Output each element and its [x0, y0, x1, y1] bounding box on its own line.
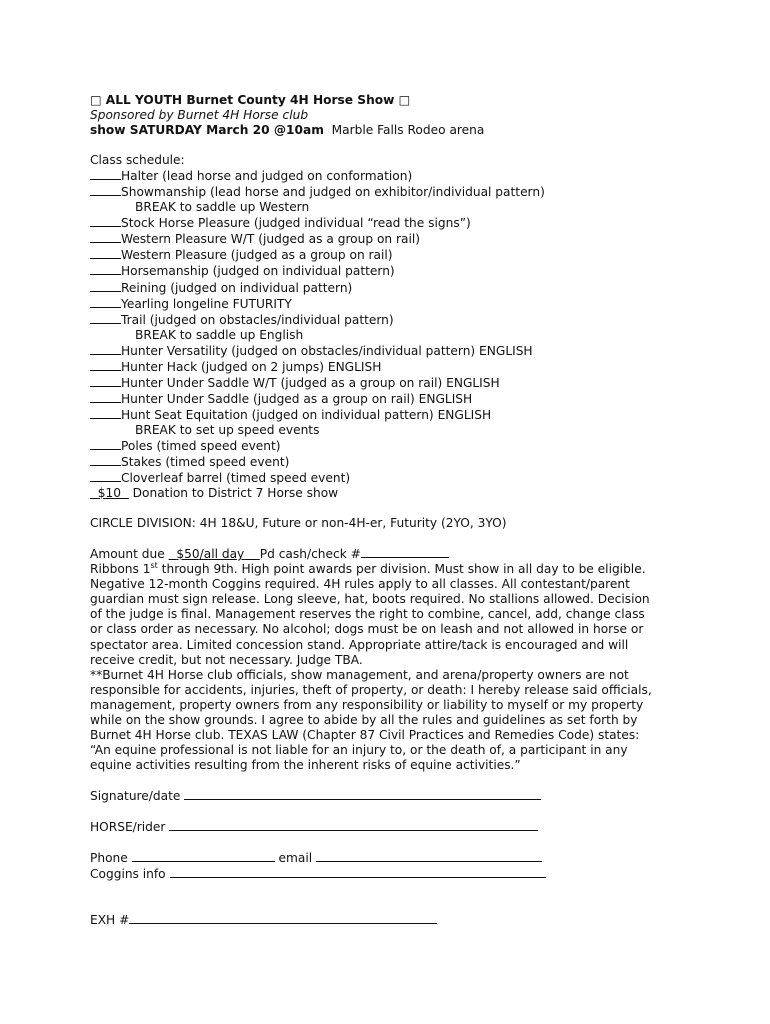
- entry-blank[interactable]: [90, 470, 121, 482]
- rules-text-line: management, property owners from any responsibility or liability to myself or my property: [90, 697, 644, 712]
- entry-blank[interactable]: [90, 343, 121, 355]
- show-location: Marble Falls Rodeo arena: [331, 123, 485, 138]
- rules-paragraph: [90, 577, 690, 773]
- donation-line: [90, 486, 690, 501]
- rules-text-line: guardian must sign release. Long sleeve, hat, boots required. No stallions allowed. Decision: [90, 592, 650, 607]
- class-label: Stock Horse Pleasure (judged individual “read the signs”): [121, 216, 471, 231]
- class-label: Western Pleasure W/T (judged as a group on rail): [121, 232, 421, 247]
- break-item: [90, 200, 690, 215]
- email-field[interactable]: [316, 850, 542, 862]
- rules-text-line: receive credit, but not necessary. Judge TBA.: [90, 652, 363, 667]
- entry-blank[interactable]: [90, 391, 121, 403]
- class-label: Hunter Versatility (judged on obstacles/individual pattern) ENGLISH: [121, 343, 533, 358]
- entry-blank[interactable]: [90, 438, 121, 450]
- donation-amount: $10: [97, 486, 122, 501]
- class-item: [90, 438, 690, 454]
- class-schedule-list: [90, 168, 690, 486]
- class-item: [90, 359, 690, 375]
- class-item: [90, 312, 690, 328]
- class-label: BREAK to saddle up Western: [135, 200, 310, 215]
- entry-blank[interactable]: [90, 280, 121, 292]
- phone-email-line: Phone email: [90, 850, 690, 866]
- exh-number-field[interactable]: [129, 912, 437, 924]
- date-location-line: [90, 123, 690, 138]
- schedule-heading: Class schedule:: [90, 153, 185, 168]
- class-item: [90, 296, 690, 312]
- rules-text-line: of the judge is final. Management reserves the right to combine, cancel, add, change class: [90, 607, 645, 622]
- exh-line: EXH #: [90, 912, 690, 928]
- show-title: □ ALL YOUTH Burnet County 4H Horse Show □: [90, 93, 411, 107]
- amount-label: Amount due: [90, 547, 165, 562]
- class-label: Hunter Hack (judged on 2 jumps) ENGLISH: [121, 359, 382, 374]
- class-label: Poles (timed speed event): [121, 438, 281, 453]
- rules-text-line: responsible for accidents, injuries, theft of property, or death: I hereby release said officials,: [90, 682, 652, 697]
- class-label: Western Pleasure (judged as a group on rail): [121, 248, 393, 263]
- check-number-field[interactable]: [361, 546, 449, 558]
- class-label: BREAK to set up speed events: [135, 422, 320, 437]
- entry-blank[interactable]: [90, 312, 121, 324]
- entry-blank[interactable]: [90, 215, 121, 227]
- signature-field[interactable]: [184, 788, 541, 800]
- break-item: [90, 423, 690, 438]
- class-label: Halter (lead horse and judged on conformation): [121, 169, 413, 184]
- class-item: [90, 470, 690, 486]
- class-item: [90, 375, 690, 391]
- rules-text-line: “An equine professional is not liable for an injury to, or the death of, a participant in any: [90, 742, 628, 757]
- signature-line: Signature/date: [90, 788, 690, 804]
- entry-blank[interactable]: [90, 168, 121, 180]
- class-label: Hunt Seat Equitation (judged on individual pattern) ENGLISH: [121, 407, 492, 422]
- payment-label: Pd cash/check #: [259, 547, 361, 562]
- rules-text-line: equine activities resulting from the inherent risks of equine activities.”: [90, 757, 521, 772]
- circle-division: CIRCLE DIVISION: 4H 18&U, Future or non-4H-er, Futurity (2YO, 3YO): [90, 516, 507, 531]
- coggins-field[interactable]: [170, 866, 546, 878]
- rules-text-line: while on the show grounds. I agree to abide by all the rules and guidelines as set forth by: [90, 712, 638, 727]
- rules-text-line: spectator area. Limited concession stand. Appropriate attire/tack is encouraged and will: [90, 637, 629, 652]
- rules-text-line: **Burnet 4H Horse club officials, show management, and arena/property owners are not: [90, 667, 629, 682]
- class-item: [90, 168, 690, 184]
- class-label: Reining (judged on individual pattern): [121, 280, 353, 295]
- ribbons-line: Ribbons 1st through 9th. High point awards per division. Must show in all day to be eligible.: [90, 561, 646, 577]
- entry-blank[interactable]: [90, 296, 121, 308]
- class-item: [90, 407, 690, 423]
- entry-blank[interactable]: [90, 231, 121, 243]
- rules-text-line: Negative 12-month Coggins required. 4H rules apply to all classes. All contestant/parent: [90, 577, 630, 592]
- donation-text: Donation to District 7 Horse show: [132, 486, 339, 501]
- entry-blank[interactable]: [90, 454, 121, 466]
- class-label: Hunter Under Saddle W/T (judged as a group on rail) ENGLISH: [121, 375, 500, 390]
- class-item: [90, 215, 690, 231]
- break-item: [90, 328, 690, 343]
- class-item: [90, 247, 690, 263]
- class-item: [90, 454, 690, 470]
- flyer-content: [90, 93, 690, 928]
- class-label: Stakes (timed speed event): [121, 455, 290, 470]
- class-item: [90, 231, 690, 247]
- entry-blank[interactable]: [90, 375, 121, 387]
- entry-blank[interactable]: [90, 247, 121, 259]
- rules-text-line: Burnet 4H Horse club. TEXAS LAW (Chapter 87 Civil Practices and Remedies Code) states:: [90, 727, 640, 742]
- rules-text-line: or class order as necessary. No alcohol; dogs must be on leash and not allowed in horse or: [90, 622, 644, 637]
- entry-blank[interactable]: [90, 407, 121, 419]
- amount-due-line: [90, 546, 690, 562]
- class-label: Trail (judged on obstacles/individual pattern): [121, 312, 394, 327]
- sponsor-line: Sponsored by Burnet 4H Horse club: [90, 108, 309, 123]
- class-item: [90, 263, 690, 279]
- show-date: show SATURDAY March 20 @10am: [90, 123, 324, 138]
- class-item: [90, 343, 690, 359]
- horse-rider-line: HORSE/rider: [90, 819, 690, 835]
- class-label: Hunter Under Saddle (judged as a group on rail) ENGLISH: [121, 391, 473, 406]
- class-label: Showmanship (lead horse and judged on exhibitor/individual pattern): [121, 185, 545, 200]
- class-item: [90, 184, 690, 200]
- class-label: Yearling longeline FUTURITY: [121, 296, 292, 311]
- horse-rider-field[interactable]: [169, 819, 538, 831]
- entry-blank[interactable]: [90, 184, 121, 196]
- phone-field[interactable]: [132, 850, 275, 862]
- class-item: [90, 391, 690, 407]
- class-label: Cloverleaf barrel (timed speed event): [121, 471, 351, 486]
- entry-blank[interactable]: [90, 263, 121, 275]
- entry-blank[interactable]: [90, 359, 121, 371]
- class-label: BREAK to saddle up English: [135, 327, 304, 342]
- coggins-line: Coggins info: [90, 866, 690, 882]
- amount-value: $50/all day: [176, 547, 245, 562]
- class-label: Horsemanship (judged on individual pattern): [121, 264, 395, 279]
- class-item: [90, 280, 690, 296]
